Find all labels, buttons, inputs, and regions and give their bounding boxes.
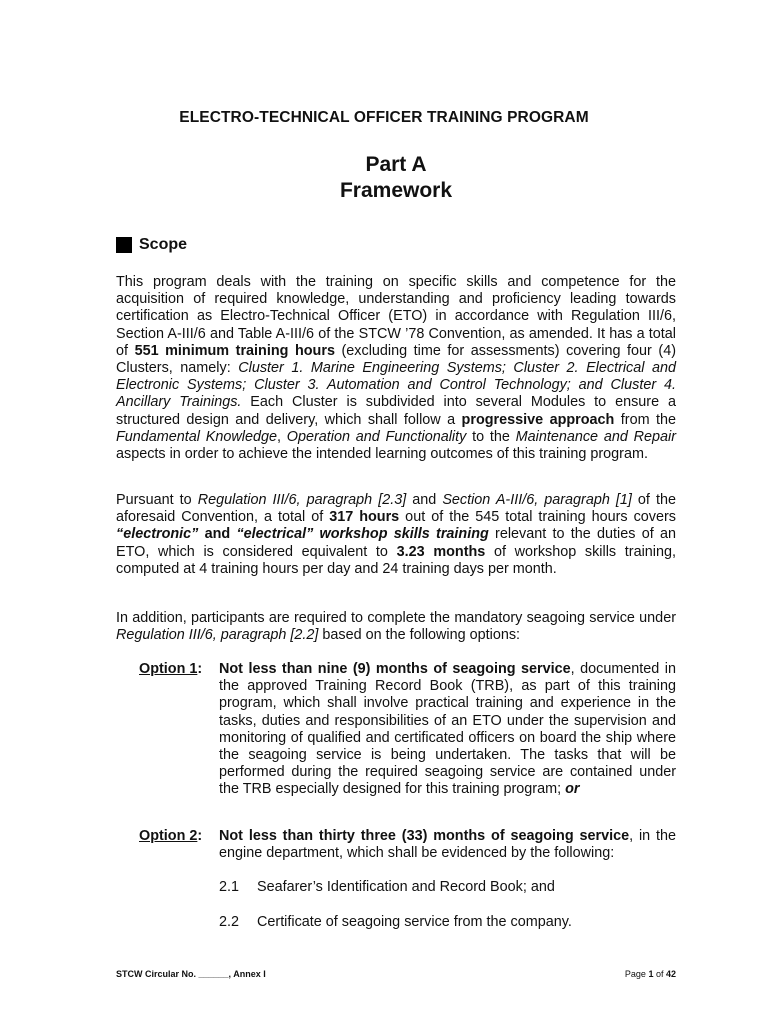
option-1 bbox=[139, 661, 676, 799]
text-run: 3.23 months bbox=[396, 543, 486, 560]
footer-circular-reference: STCW Circular No. ______, Annex I bbox=[116, 969, 266, 979]
text-run: Not less than thirty three (33) months of seagoing service bbox=[219, 828, 630, 844]
text-run: Not less than nine (9) months of seagoing service bbox=[219, 661, 571, 677]
scope-heading-text: Scope bbox=[139, 236, 188, 253]
scope-paragraph-3 bbox=[116, 610, 676, 644]
text-run: In addition, participants are required to complete the mandatory seagoing service under bbox=[116, 610, 676, 626]
subitem-2-1 bbox=[219, 879, 676, 896]
option-1-label-text: Option 1 bbox=[139, 661, 198, 677]
text-run: , bbox=[276, 428, 287, 445]
subitem-2-2 bbox=[219, 914, 676, 931]
page-of: of bbox=[653, 969, 666, 979]
option-1-text bbox=[219, 661, 676, 799]
scope-paragraph-2 bbox=[116, 492, 676, 578]
text-run: of workshop skills training, computed at 4 training hours per day and 24 training days per month. bbox=[116, 543, 676, 577]
part-subtitle: Framework bbox=[339, 179, 453, 202]
document-title: ELECTRO-TECHNICAL OFFICER TRAINING PROGRAM bbox=[179, 109, 589, 126]
option-1-label bbox=[139, 661, 219, 799]
part-label: Part A bbox=[365, 153, 427, 176]
text-run: of the aforesaid Convention, a total of bbox=[116, 492, 676, 526]
text-run: Each Cluster is subdivided into several Modules to ensure a structured design and delivery, which shall follow a bbox=[116, 394, 676, 428]
text-run: Maintenance and Repair bbox=[515, 428, 676, 445]
text-run: relevant to the duties of an ETO, which is considered equivalent to bbox=[116, 526, 676, 560]
text-run: out of the 545 total training hours covers bbox=[399, 509, 676, 526]
text-run: Operation and Functionality bbox=[286, 428, 467, 445]
text-run: , documented in the approved Training Record Book (TRB), as part of this training program, which shall involve practical training and experience in the tasks, duties and responsibilities of an ETO under the supervision and monitoring of qualified and certificated officers on board the ship where the seagoing service is being undertaken. The tasks that will be performed during the required seagoing service are contained under the TRB especially designed for this training program; bbox=[219, 661, 676, 798]
option-2-label bbox=[139, 828, 219, 862]
text-run: progressive approach bbox=[461, 411, 615, 428]
text-run: and bbox=[198, 526, 237, 543]
part-heading bbox=[0, 152, 768, 204]
subitem-text: Seafarer’s Identification and Record Book; and bbox=[257, 879, 555, 895]
text-run: from the bbox=[614, 411, 676, 428]
option-2-label-text: Option 2 bbox=[139, 828, 198, 844]
text-run: Pursuant to bbox=[116, 492, 198, 508]
bullet-square-icon bbox=[116, 237, 132, 253]
text-run: Fundamental Knowledge bbox=[116, 428, 277, 445]
option-2-text bbox=[219, 828, 676, 862]
text-run: “electronic” bbox=[116, 526, 199, 543]
text-run: “electrical” workshop skills training bbox=[236, 526, 489, 543]
text-run: , in the engine department, which shall be evidenced by the following: bbox=[219, 828, 676, 862]
option-1-colon: : bbox=[197, 661, 203, 677]
page-current: 1 bbox=[648, 969, 654, 979]
text-run: Section A-III/6, paragraph [1] bbox=[442, 492, 632, 508]
text-run: Regulation III/6, paragraph [2.2] bbox=[116, 627, 319, 644]
subitem-number: 2.2 bbox=[219, 914, 240, 930]
page-total: 42 bbox=[665, 969, 676, 979]
text-run: based on the following options: bbox=[318, 627, 521, 644]
text-run: This program deals with the training on specific skills and competence for the acquisition of required knowledge, understanding and proficiency leading towards certification as Electro-Technical Officer (ETO) in accordance with Regulation III/6, Section A-III/6 and Table A-III/6 of the STCW ’78 Convention, as amended. It has a total of bbox=[116, 274, 676, 359]
text-run: 317 hours bbox=[329, 509, 400, 526]
text-run: (excluding time for assessments) covering four (4) Clusters, namely: bbox=[116, 342, 676, 377]
text-run: aspects in order to achieve the intended learning outcomes of this training program. bbox=[116, 446, 648, 463]
text-run: or bbox=[565, 781, 580, 798]
text-run: to the bbox=[466, 428, 516, 445]
text-run: 551 minimum training hours bbox=[134, 342, 335, 359]
subitem-number: 2.1 bbox=[219, 879, 240, 895]
text-run: Regulation III/6, paragraph [2.3] bbox=[197, 492, 407, 508]
scope-paragraph-1 bbox=[116, 274, 676, 463]
footer-page-number bbox=[625, 969, 676, 979]
text-run: and bbox=[406, 492, 443, 508]
option-2-colon: : bbox=[197, 828, 203, 844]
subitem-text: Certificate of seagoing service from the company. bbox=[257, 914, 572, 930]
page-prefix: Page bbox=[624, 969, 649, 979]
scope-heading bbox=[116, 236, 187, 254]
text-run: Cluster 1. Marine Engineering Systems; Cluster 2. Electrical and Electronic Systems; Cluster 3. Automation and Control Technology; and Cluster 4. Ancillary Trainings. bbox=[116, 360, 676, 411]
option-2 bbox=[139, 828, 676, 862]
